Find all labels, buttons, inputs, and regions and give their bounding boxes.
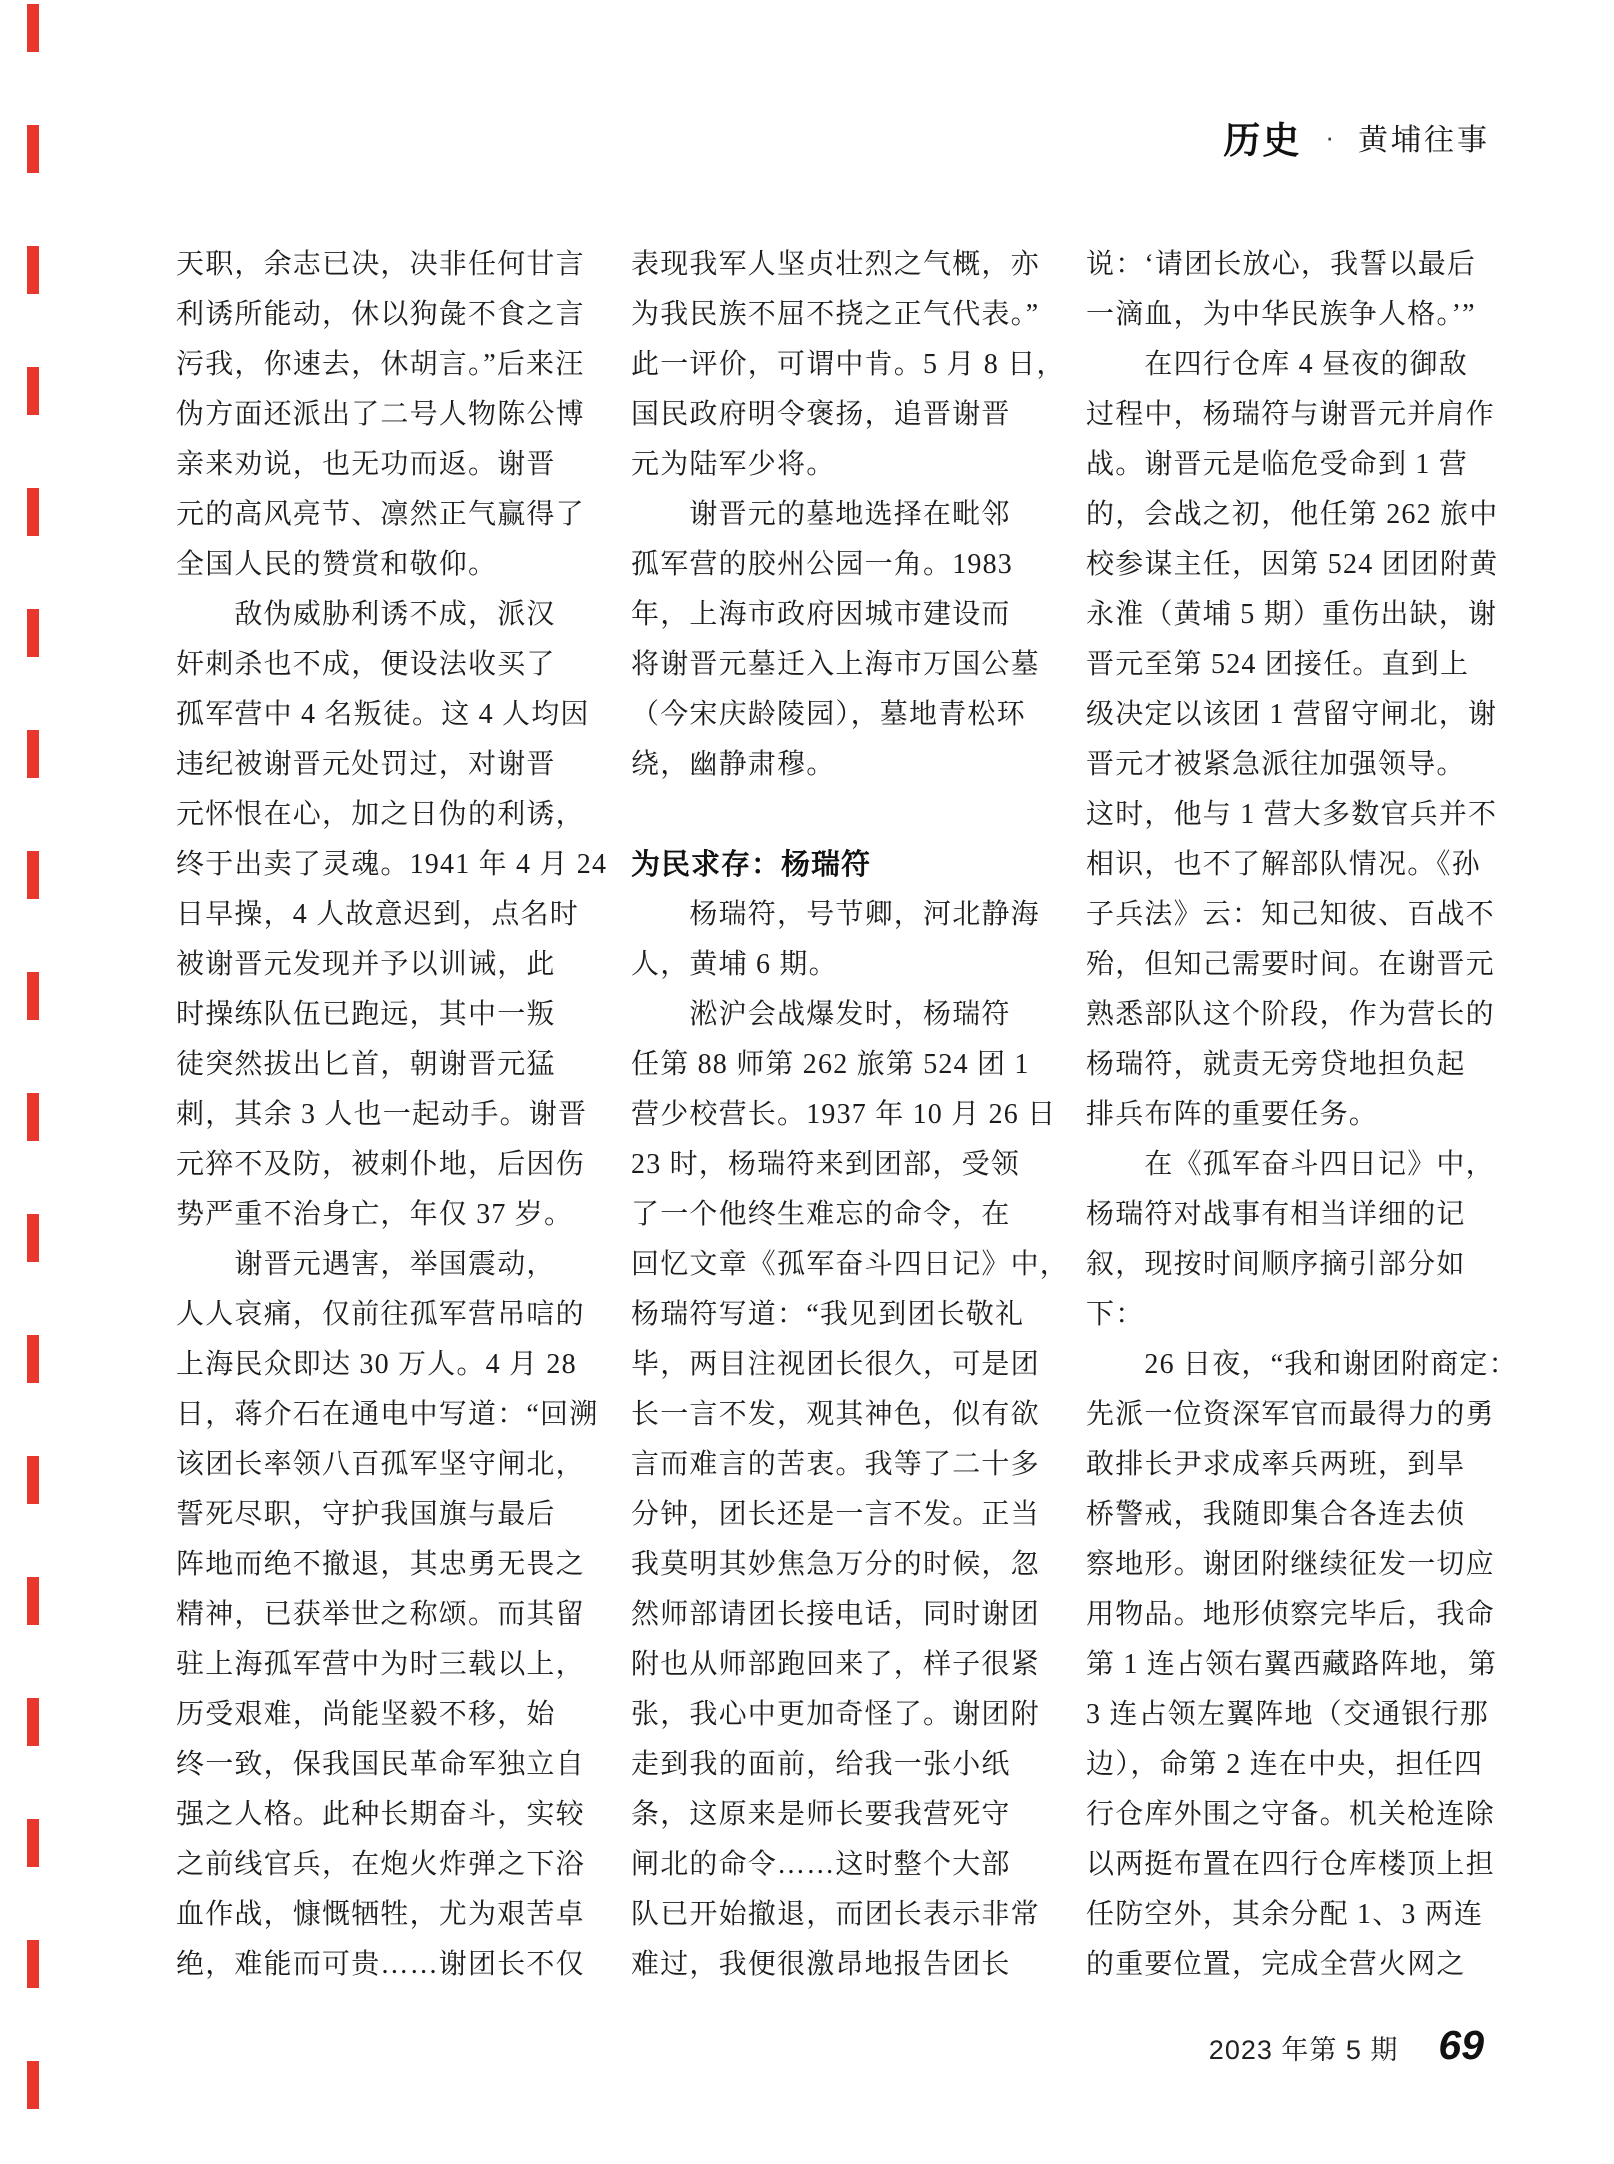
text-line: 利诱所能动，休以狗彘不食之言 <box>176 299 585 330</box>
text-line: 长一言不发，观其神色，似有欲 <box>631 1399 1040 1430</box>
text-line: 我莫明其妙焦急万分的时候，忽 <box>631 1549 1040 1580</box>
text-line: 之前线官兵，在炮火炸弹之下浴 <box>176 1849 585 1880</box>
text-line: 23 时，杨瑞符来到团部，受领 <box>631 1149 1021 1180</box>
text-line: 这时，他与 1 营大多数官兵并不 <box>1086 799 1498 830</box>
text-line: 桥警戒，我随即集合各连去侦 <box>1086 1499 1466 1530</box>
text-line: 徒突然拔出匕首，朝谢晋元猛 <box>176 1049 556 1080</box>
text-line: 难过，我便很激昂地报告团长 <box>631 1949 1011 1980</box>
text-line: 毕，两目注视团长很久，可是团 <box>631 1349 1040 1380</box>
text-line: 上海民众即达 30 万人。4 月 28 <box>176 1349 577 1380</box>
text-line: 行仓库外围之守备。机关枪连除 <box>1086 1799 1495 1830</box>
text-line: 誓死尽职，守护我国旗与最后 <box>176 1499 556 1530</box>
text-line: 阵地而绝不撤退，其忠勇无畏之 <box>176 1549 585 1580</box>
text-line: 被谢晋元发现并予以训诫，此 <box>176 949 556 980</box>
text-line: 时操练队伍已跑远，其中一叛 <box>176 999 556 1030</box>
text-line: 奸刺杀也不成，便设法收买了 <box>176 649 556 680</box>
text-column-3 <box>1086 240 1518 1990</box>
text-line: 日早操，4 人故意迟到，点名时 <box>176 899 580 930</box>
text-line: 杨瑞符，就责无旁贷地担负起 <box>1086 1049 1466 1080</box>
column-topic: 黄埔往事 <box>1358 124 1490 157</box>
text-line: 永淮（黄埔 5 期）重伤出缺，谢 <box>1086 599 1498 630</box>
text-line: 回忆文章《孤军奋斗四日记》中， <box>631 1249 1070 1280</box>
text-line: 终一致，保我国民革命军独立自 <box>176 1749 585 1780</box>
text-line: 边），命第 2 连在中央，担任四 <box>1086 1749 1484 1780</box>
text-line: 精神，已获举世之称颂。而其留 <box>176 1599 585 1630</box>
text-line: 将谢晋元墓迁入上海市万国公墓 <box>631 649 1040 680</box>
text-line: 第 1 连占领右翼西藏路阵地，第 <box>1086 1649 1498 1680</box>
text-line: 排兵布阵的重要任务。 <box>1086 1099 1379 1130</box>
text-line: 在四行仓库 4 昼夜的御敌 <box>1086 349 1469 380</box>
text-line: 天职，余志已决，决非任何甘言 <box>176 249 585 280</box>
text-column-1 <box>176 240 608 1990</box>
section-title: 历史 <box>1223 120 1302 161</box>
text-line: 说：‘请团长放心，我誓以最后 <box>1086 249 1477 280</box>
text-line: 亲来劝说，也无功而返。谢晋 <box>176 449 556 480</box>
text-line: 谢晋元的墓地选择在毗邻 <box>631 499 1011 530</box>
text-line: 该团长率领八百孤军坚守闸北， <box>176 1449 585 1480</box>
red-dash-margin-marks <box>27 4 39 2160</box>
text-line: 相识，也不了解部队情况。《孙 <box>1086 849 1481 880</box>
text-line: 元为陆军少将。 <box>631 449 836 480</box>
page-footer <box>1209 2022 1484 2069</box>
text-line: 伪方面还派出了二号人物陈公博 <box>176 399 585 430</box>
text-line: 人人哀痛，仅前往孤军营吊唁的 <box>176 1299 585 1330</box>
text-line: 日，蒋介石在通电中写道：“回溯 <box>176 1399 599 1430</box>
text-line: 污我，你速去，休胡言。”后来汪 <box>176 349 585 380</box>
text-line: 孤军营的胶州公园一角。1983 <box>631 549 1014 580</box>
column-2-top-paragraphs <box>631 240 1066 790</box>
text-line: 附也从师部跑回来了，样子很紧 <box>631 1649 1040 1680</box>
text-line: 校参谋主任，因第 524 团团附黄 <box>1086 549 1499 580</box>
text-line: 绕，幽静肃穆。 <box>631 749 836 780</box>
text-line: 熟悉部队这个阶段，作为营长的 <box>1086 999 1495 1030</box>
text-line: 国民政府明令褒扬，追晋谢晋 <box>631 399 1011 430</box>
text-line: 终于出卖了灵魂。1941 年 4 月 24 <box>176 849 608 880</box>
text-line: 元猝不及防，被刺仆地，后因伤 <box>176 1149 585 1180</box>
text-line: 条，这原来是师长要我营死守 <box>631 1799 1011 1830</box>
text-line: 任第 88 师第 262 旅第 524 团 1 <box>631 1049 1030 1080</box>
text-line: 言而难言的苦衷。我等了二十多 <box>631 1449 1040 1480</box>
text-line: （今宋庆龄陵园），墓地青松环 <box>631 699 1026 730</box>
text-line: 的重要位置，完成全营火网之 <box>1086 1949 1466 1980</box>
text-line: 晋元才被紧急派往加强领导。 <box>1086 749 1466 780</box>
text-line: 杨瑞符，号节卿，河北静海 <box>631 899 1040 930</box>
text-line: 为我民族不屈不挠之正气代表。” <box>631 299 1040 330</box>
subsection-heading: 为民求存：杨瑞符 <box>631 849 872 881</box>
text-column-2 <box>631 240 1070 1990</box>
text-line: 然师部请团长接电话，同时谢团 <box>631 1599 1040 1630</box>
text-line: 谢晋元遇害，举国震动， <box>176 1249 556 1280</box>
text-line: 违纪被谢晋元处罚过，对谢晋 <box>176 749 556 780</box>
text-line: 叙，现按时间顺序摘引部分如 <box>1086 1249 1466 1280</box>
text-line: 强之人格。此种长期奋斗，实较 <box>176 1799 585 1830</box>
text-line: 下： <box>1086 1299 1145 1330</box>
text-line: 在《孤军奋斗四日记》中， <box>1086 1149 1495 1180</box>
text-line: 用物品。地形侦察完毕后，我命 <box>1086 1599 1495 1630</box>
text-line: 级决定以该团 1 营留守闸北，谢 <box>1086 699 1498 730</box>
text-line: 营少校营长。1937 年 10 月 26 日 <box>631 1099 1057 1130</box>
text-line: 绝，难能而可贵……谢团长不仅 <box>176 1949 585 1980</box>
text-line: 淞沪会战爆发时，杨瑞符 <box>631 999 1011 1030</box>
text-line: 刺，其余 3 人也一起动手。谢晋 <box>176 1099 588 1130</box>
text-line: 殆，但知己需要时间。在谢晋元 <box>1086 949 1495 980</box>
text-line: 张，我心中更加奇怪了。谢团附 <box>631 1699 1040 1730</box>
text-line: 任防空外，其余分配 1、3 两连 <box>1086 1899 1484 1930</box>
text-line: 先派一位资深军官而最得力的勇 <box>1086 1399 1495 1430</box>
text-line: 杨瑞符写道：“我见到团长敬礼 <box>631 1299 1025 1330</box>
text-line: 元怀恨在心，加之日伪的利诱， <box>176 799 585 830</box>
text-line: 敢排长尹求成率兵两班，到旱 <box>1086 1449 1466 1480</box>
text-line: 血作战，慷慨牺牲，尤为艰苦卓 <box>176 1899 585 1930</box>
text-line: 26 日夜，“我和谢团附商定： <box>1086 1349 1518 1380</box>
text-line: 势严重不治身亡，年仅 37 岁。 <box>176 1199 574 1230</box>
text-line: 杨瑞符对战事有相当详细的记 <box>1086 1199 1466 1230</box>
text-line: 队已开始撤退，而团长表示非常 <box>631 1899 1040 1930</box>
text-line: 闸北的命令……这时整个大部 <box>631 1849 1011 1880</box>
text-line: 驻上海孤军营中为时三载以上， <box>176 1649 585 1680</box>
text-line: 晋元至第 524 团接任。直到上 <box>1086 649 1470 680</box>
text-line: 表现我军人坚贞壮烈之气概，亦 <box>631 249 1040 280</box>
text-line: 人，黄埔 6 期。 <box>631 949 838 980</box>
text-line: 过程中，杨瑞符与谢晋元并肩作 <box>1086 399 1495 430</box>
text-line: 年，上海市政府因城市建设而 <box>631 599 1011 630</box>
text-line: 全国人民的赞赏和敬仰。 <box>176 549 498 580</box>
text-line: 3 连占领左翼阵地（交通银行那 <box>1086 1699 1490 1730</box>
page-number: 69 <box>1438 2022 1484 2068</box>
text-line: 元的高风亮节、凛然正气赢得了 <box>176 499 585 530</box>
text-line: 了一个他终生难忘的命令，在 <box>631 1199 1011 1230</box>
text-line: 察地形。谢团附继续征发一切应 <box>1086 1549 1495 1580</box>
header-separator-dot: · <box>1325 121 1334 152</box>
text-line: 一滴血，为中华民族争人格。’” <box>1086 299 1476 330</box>
text-line: 历受艰难，尚能坚毅不移，始 <box>176 1699 556 1730</box>
text-line: 敌伪威胁利诱不成，派汉 <box>176 599 556 630</box>
text-line: 此一评价，可谓中肯。5 月 8 日， <box>631 349 1066 380</box>
column-2-bottom-paragraphs <box>631 890 1070 1990</box>
text-line: 分钟，团长还是一言不发。正当 <box>631 1499 1040 1530</box>
issue-info: 2023 年第 5 期 <box>1208 2035 1399 2065</box>
text-line: 战。谢晋元是临危受命到 1 营 <box>1086 449 1469 480</box>
text-line: 的，会战之初，他任第 262 旅中 <box>1086 499 1499 530</box>
page-header <box>1223 110 1490 164</box>
text-line: 以两挺布置在四行仓库楼顶上担 <box>1086 1849 1495 1880</box>
text-line: 子兵法》云：知己知彼、百战不 <box>1086 899 1495 930</box>
text-line: 孤军营中 4 名叛徒。这 4 人均因 <box>176 699 590 730</box>
text-line: 走到我的面前，给我一张小纸 <box>631 1749 1011 1780</box>
